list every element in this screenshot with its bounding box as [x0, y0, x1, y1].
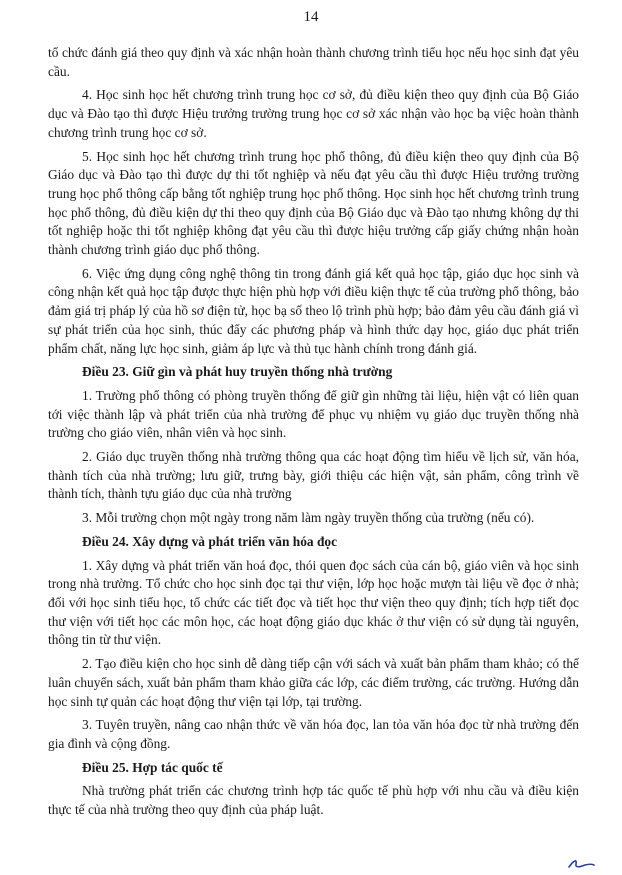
article-23-heading: Điều 23. Giữ gìn và phát huy truyền thống nhà trường	[82, 364, 393, 380]
page-number: 14	[303, 9, 319, 25]
paragraph-clause-4: 4. Học sinh học hết chương trình trung học cơ sở, đủ điều kiện theo quy định của Bộ Giáo dục và Đào tạo thì được Hiệu trưởng trường trung học cơ sở xác nhận vào học bạ việc hoàn thành chương trình trung học cơ sở.	[48, 87, 579, 140]
paragraph-clause-6: 6. Việc ứng dụng công nghệ thông tin trong đánh giá kết quả học tập, giáo dục học sinh và công nhận kết quả học tập được thực hiện phù hợp với điều kiện thực tế của trường phổ thông, bảo đảm giá trị pháp lý của hồ sơ điện tử, học bạ số theo lộ trình phù hợp; bảo đảm yêu cầu đánh giá vì sự phát triển của học sinh, thúc đẩy các phương pháp và hình thức dạy học, giáo dục phát triển phẩm chất, năng lực học sinh, giảm áp lực và thủ tục hành chính trong đánh giá.	[48, 265, 579, 356]
paragraph-clause-5: 5. Học sinh học hết chương trình trung học phổ thông, đủ điều kiện theo quy định của Bộ Giáo dục và Đào tạo thì được dự thi tốt nghiệp và nếu đạt yêu cầu thì được Hiệu trưởng trường trung học phổ thông cấp bằng tốt nghiệp trung học phổ thông. Học sinh học hết chương trình trung học phổ thông, đủ điều kiện dự thi theo quy định của Bộ Giáo dục và Đào tạo nhưng không dự thi tốt nghiệp hoặc thi tốt nghiệp không đạt yêu cầu thì được hiệu trưởng cấp giấy chứng nhận hoàn thành chương trình giáo dục phổ thông.	[48, 148, 579, 258]
article-24-clause-3: 3. Tuyên truyền, nâng cao nhận thức về văn hóa đọc, lan tỏa văn hóa đọc từ nhà trường đến gia đình và cộng đồng.	[48, 717, 579, 751]
article-23-clause-2: 2. Giáo dục truyền thống nhà trường thông qua các hoạt động tìm hiểu về lịch sử, văn hóa, thành tích của nhà trường; lưu giữ, trưng bày, giới thiệu các hiện vật, sản phẩm, công trình về thành tích, thành tựu giáo dục của nhà trường	[48, 449, 579, 502]
article-25-heading: Điều 25. Hợp tác quốc tế	[82, 759, 223, 775]
article-24-heading: Điều 24. Xây dựng và phát triển văn hóa đọc	[82, 533, 338, 549]
handwritten-initial-mark	[566, 856, 596, 870]
document-body	[48, 44, 579, 825]
article-25-clause: Nhà trường phát triển các chương trình hợp tác quốc tế phù hợp với nhu cầu và điều kiện thực tế của nhà trường theo quy định của pháp luật.	[48, 783, 579, 818]
paragraph-continuation: tổ chức đánh giá theo quy định và xác nhận hoàn thành chương trình tiểu học nếu học sinh đạt yêu cầu.	[48, 45, 579, 79]
article-24-clause-2: 2. Tạo điều kiện cho học sinh dễ dàng tiếp cận với sách và xuất bản phẩm tham khảo; có thể luân chuyển sách, xuất bản phẩm tham khảo giữa các lớp, các điểm trường, các trường. Hướng dẫn học sinh tự quản các hoạt động thư viện tại lớp, tại trường.	[48, 656, 579, 709]
article-23-clause-1: 1. Trường phổ thông có phòng truyền thống để giữ gìn những tài liệu, hiện vật có liên quan tới việc thành lập và phát triển của nhà trường để phục vụ nhiệm vụ giáo dục truyền thống nhà trường cho giáo viên, nhân viên và học sinh.	[48, 387, 579, 441]
article-24-clause-1: 1. Xây dựng và phát triển văn hoá đọc, thói quen đọc sách của cán bộ, giáo viên và học sinh trong nhà trường. Tổ chức cho học sinh đọc tại thư viện, lớp học hoặc mượn tài liệu về đọc ở nhà; đối với học sinh tiểu học, tổ chức các tiết đọc và tiết học thư viện theo quy định; tích hợp tiết đọc thư viện với tiết học các môn học, các hoạt động giáo dục khác ở thư viện có sử dụng tài nguyên, thông tin từ thư viện.	[48, 557, 579, 648]
article-23-clause-3: 3. Mỗi trường chọn một ngày trong năm làm ngày truyền thống của trường (nếu có).	[82, 510, 535, 526]
